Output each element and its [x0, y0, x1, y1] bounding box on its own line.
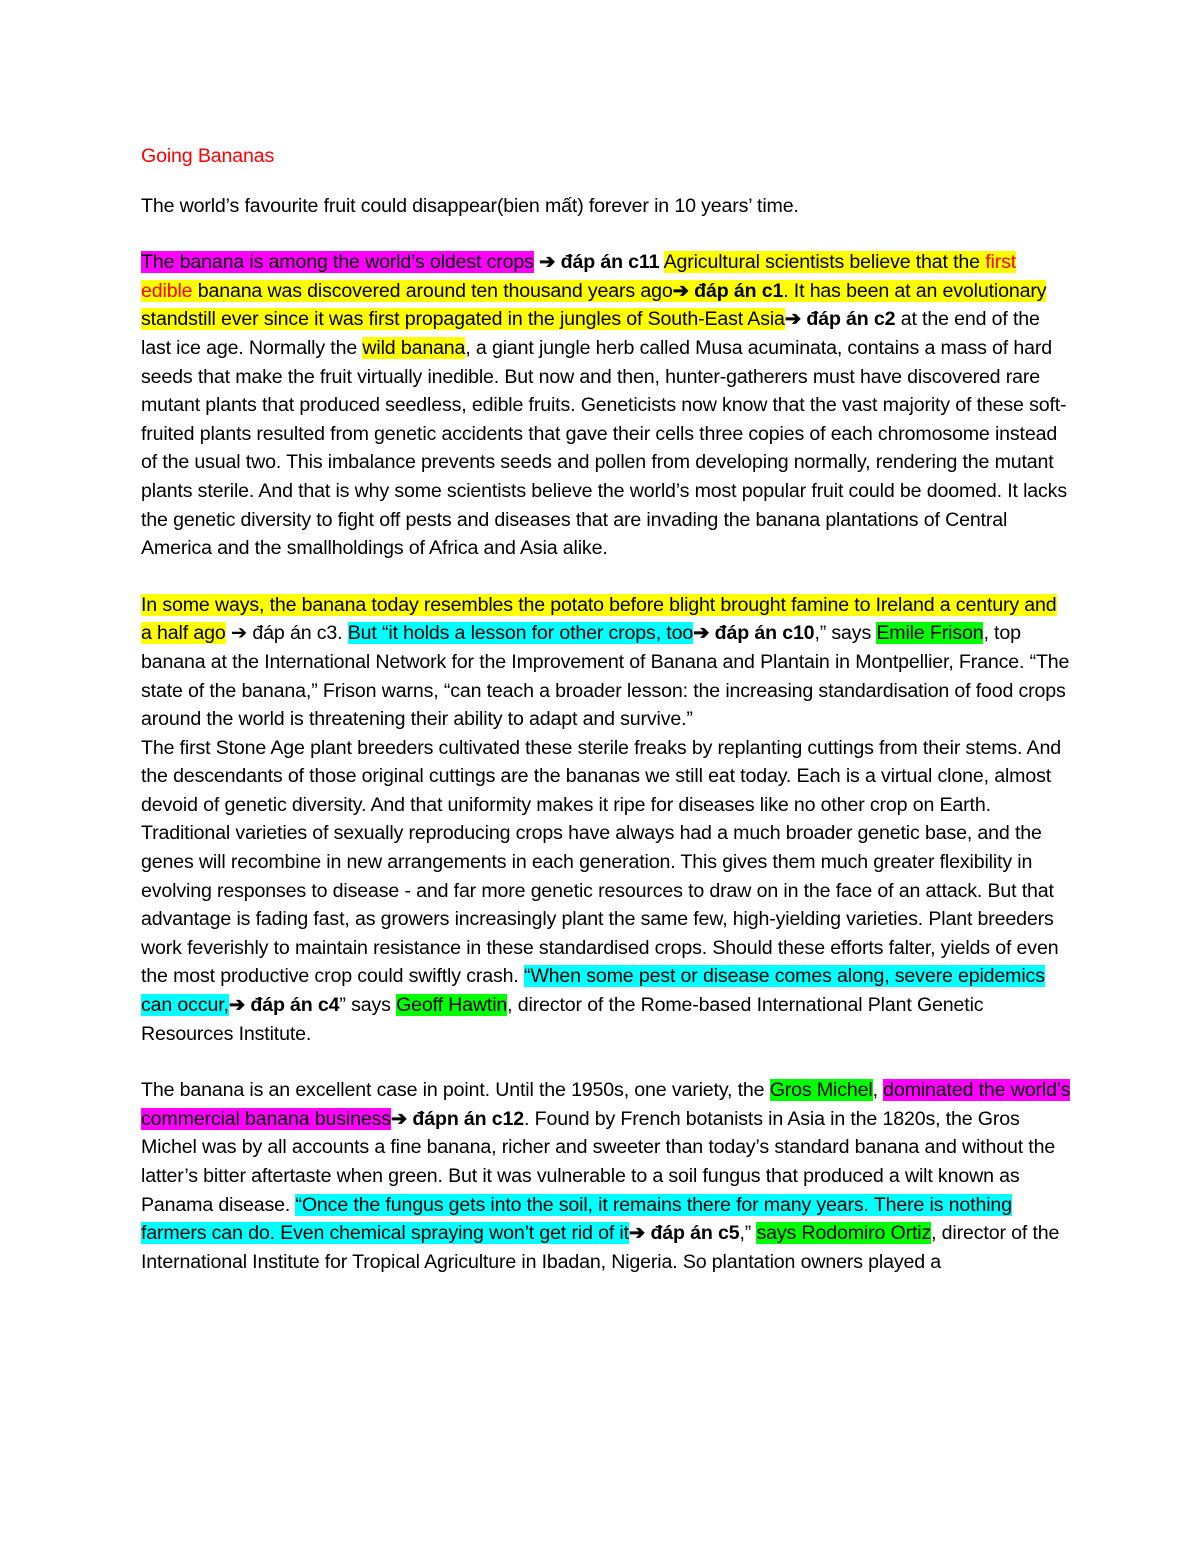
text-run: The banana is an excellent case in point. Until the 1950s, one variety, the — [141, 1079, 770, 1102]
highlighted-text: . It has been at an evolutionary standstill ever since it was first propagated in the jungles of South-East Asia — [141, 279, 1047, 331]
text-run: , a giant jungle herb called Musa acuminata, contains a mass of hard seeds that make the fruit virtually inedible. But now and then, hunter-gatherers must have discovered rare mutant plants that produced seedless, edible fruits. Geneticists now know that the vast majority of these soft-fruited plants resulted from genetic accidents that gave their cells three copies of each chromosome instead of the usual two. This imbalance prevents seeds and pollen from developing normally, rendering the mutant plants sterile. And that is why some scientists believe the world’s most popular fruit could be doomed. It lacks the genetic diversity to fight off pests and diseases that are invading the banana plantations of Central America and the smallholdings of Africa and Asia alike. — [141, 336, 1067, 560]
document-subtitle: The world’s favourite fruit could disappear(bien mất) forever in 10 years’ time. — [141, 194, 799, 217]
highlighted-text: says Rodomiro Ortiz — [756, 1222, 932, 1245]
highlighted-text: ➔ đáp án c1 — [672, 279, 784, 302]
text-run: . Found by French botanists in Asia in the 1820s, the Gros Michel was by all accounts a fine banana, richer and sweeter than today’s standard banana and without the latter’s bitter aftertaste when green. But it was vulnerable to a soil fungus that produced a wilt known as Panama disease. — [141, 1107, 1056, 1216]
text-run: , top banana at the International Network for the Improvement of Banana and Plantain in Montpellier, France. “The state of the banana,” Frison warns, “can teach a broader lesson: the increasing standardisation of food crops around the world is threatening their ability to adapt and survive.” — [141, 622, 1070, 731]
text-run: ,” — [739, 1222, 757, 1245]
paragraph-1 — [141, 248, 1071, 563]
answer-marker: ➔ đáp án c2 — [784, 308, 896, 331]
highlighted-text: wild banana — [362, 336, 466, 359]
paragraph-4 — [141, 1076, 1071, 1276]
highlighted-text: Emile Frison — [876, 622, 984, 645]
paragraph-3 — [141, 734, 1071, 1049]
highlighted-text: But “it holds a lesson for other crops, too — [347, 622, 694, 645]
highlighted-text: The banana is among the world’s oldest crops — [141, 251, 534, 274]
text-run — [659, 251, 663, 273]
highlighted-text: dominated the world’s commercial banana business — [141, 1079, 1071, 1130]
paragraph-2 — [141, 591, 1071, 734]
document-content — [141, 142, 1071, 1304]
text-run: , director of the International Institute for Tropical Agriculture in Ibadan, Nigeria. So plantation owners played a — [141, 1222, 1060, 1273]
highlighted-text: Geoff Hawtin — [396, 994, 508, 1017]
highlighted-text: Agricultural scientists believe that the — [663, 251, 986, 274]
highlighted-text: banana was discovered around ten thousand years ago — [192, 279, 673, 302]
answer-marker: ➔ đáp án c4 — [228, 994, 340, 1017]
text-run: , — [872, 1079, 884, 1102]
highlighted-text: “Once the fungus gets into the soil, it remains there for many years. There is nothing farmers can do. Even chemical spraying won’t get rid of it — [141, 1193, 1012, 1245]
answer-marker: ➔ đáp án c10 — [693, 622, 815, 645]
highlighted-text: “When some pest or disease comes along, severe epidemics can occur, — [141, 965, 1045, 1017]
highlighted-text: Gros Michel — [769, 1079, 873, 1102]
text-run: at the end of the last ice age. Normally the — [141, 308, 1040, 359]
text-run: ➔ đáp án c3. — [225, 622, 348, 645]
answer-marker: ➔ đáp án c11 — [539, 251, 660, 274]
text-run: , director of the Rome-based International Plant Genetic Resources Institute. — [141, 994, 984, 1045]
text-run: The first Stone Age plant breeders cultivated these sterile freaks by replanting cuttings from their stems. And the descendants of those original cuttings are the bananas we still eat today. Each is a virtual clone, almost devoid of genetic diversity. And that uniformity makes it ripe for diseases like no other crop on Earth. Traditional varieties of sexually reproducing crops have always had a much broader genetic base, and the genes will recombine in new arrangements in each generation. This gives them much greater flexibility in evolving responses to disease - and far more genetic resources to draw on in the face of an attack. But that advantage is fading fast, as growers increasingly plant the same few, high-yielding varieties. Plant breeders work feverishly to maintain resistance in these standardised crops. Should these efforts falter, yields of even the most productive crop could swiftly crash. — [141, 736, 1061, 988]
highlighted-text: first edible — [141, 251, 1017, 302]
text-run: ,” says — [814, 622, 877, 645]
answer-marker: ➔ đáp án c5 — [628, 1222, 740, 1245]
text-run: ” says — [339, 994, 397, 1017]
highlighted-text: In some ways, the banana today resembles the potato before blight brought famine to Ireland a century and a half ago — [141, 593, 1057, 645]
document-title: Going Bananas — [141, 145, 275, 167]
answer-marker: ➔ đápn án c12 — [390, 1107, 525, 1130]
